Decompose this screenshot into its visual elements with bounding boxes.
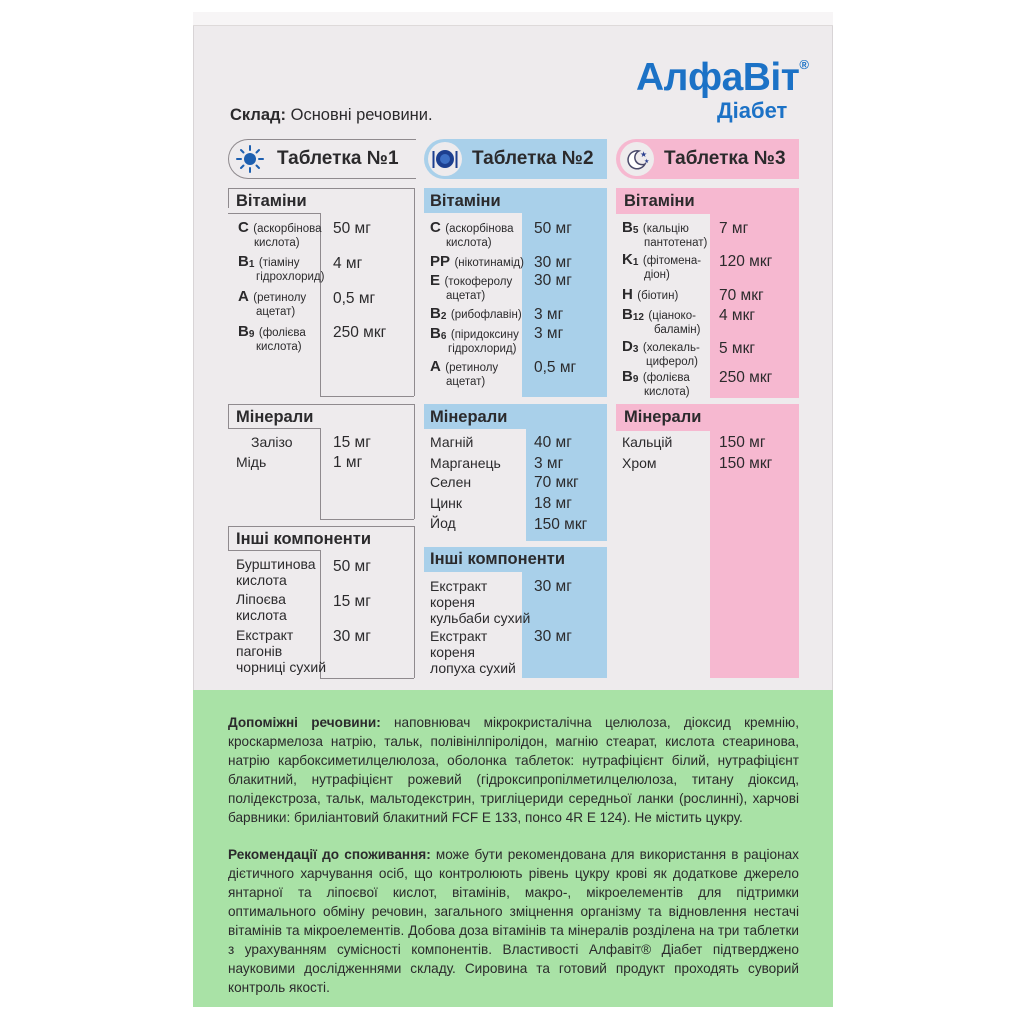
brand-name: АлфаВіт [636, 56, 800, 99]
vitamin-value: 30 мг [534, 254, 572, 271]
vitamin-value: 50 мг [333, 220, 371, 237]
vitamin-value: 250 мкг [333, 324, 387, 341]
tablet-1-header [228, 139, 416, 179]
vitamin-desc-2: кислота) [254, 237, 300, 249]
tablet-3-vitamins-title: Вітаміни [624, 192, 695, 210]
component-value: 30 мг [333, 628, 371, 645]
tablet-3-header [616, 139, 799, 179]
component-value: 15 мг [333, 593, 371, 610]
svg-text:★: ★ [644, 158, 650, 165]
recommendations-text: може бути рекомендована для використання в раціонах дієтичного харчування осіб, що контролюють рівень цукру крові як додаткове джерело янтарної та ліпоєвої кислот, вітамінів, макро-, мікроелементів для підтримки оптимального обміну речовин, загального зміцнення організму та відновлення нестачі вітамінів та мікроелементів. Добова доза вітамінів та мінералів розділена на три таблетки з урахуванням сумісності компонентів. Властивості Алфавіт® Діабет підтверджено науковими дослідженнями складу. Сировина та готовий продукт проходять суворий контроль якості. [228, 847, 799, 995]
package-flap [193, 12, 833, 26]
mineral-name: Хром [622, 455, 657, 471]
vitamin-value: 7 мг [719, 220, 749, 237]
brand-logo [636, 56, 809, 123]
tablet-2-other-title: Інші компоненти [430, 550, 565, 568]
list-item: H (біотин) [622, 286, 679, 303]
divider [228, 428, 320, 429]
vitamin-desc: (тіаміну [258, 257, 300, 269]
vitamin-name: A [238, 288, 249, 305]
vitamin-desc-2: кислота) [256, 341, 302, 353]
composition-text: Основні речовини. [290, 106, 433, 124]
mineral-name: Магній [430, 434, 474, 450]
vitamin-desc: (аскорбінова [253, 223, 322, 235]
list-item: Екстракт кореня кульбаби сухий [430, 578, 531, 626]
mineral-name: Залізо [251, 434, 293, 450]
divider [228, 526, 414, 527]
list-item: $B_9$ (фолієва кислота) [622, 368, 690, 398]
vitamin-value: 0,5 мг [333, 290, 376, 307]
divider [228, 404, 414, 405]
vitamin-value: 4 мг [333, 255, 363, 272]
vitamin-value: 4 мкг [719, 307, 756, 324]
tablet-3-minerals-title: Мінерали [624, 408, 702, 426]
component-value: 30 мг [534, 578, 572, 595]
list-item: C (аскорбінова кислота) [430, 219, 514, 249]
tablet-3-title: Таблетка №3 [664, 148, 786, 169]
vitamin-desc: (ретинолу [253, 292, 307, 304]
vitamin-value: 3 мг [534, 306, 564, 323]
divider [228, 550, 320, 551]
mineral-name: Мідь [236, 454, 267, 470]
tablet-2-vitamins-title: Вітаміни [430, 192, 501, 210]
divider [414, 188, 415, 396]
tablet-1-other-title: Інші компоненти [236, 530, 371, 548]
moon-stars-icon [620, 142, 654, 176]
vitamin-desc-2: гідрохлорид) [256, 271, 325, 283]
list-item: $B_2$ (рибофлавін) [430, 305, 522, 322]
tablet-1-vitamins-title: Вітаміни [236, 192, 307, 210]
mineral-value: 150 мкг [534, 516, 588, 533]
mineral-value: 70 мкг [534, 474, 579, 491]
list-item: PP (нікотинамід) [430, 253, 524, 270]
vitamin-value: 250 мкг [719, 369, 773, 386]
recommendations-label: Рекомендації до споживання: [228, 847, 431, 862]
mineral-name: Кальцій [622, 434, 673, 450]
recommendations-paragraph [228, 845, 799, 997]
list-item: Екстракт пагонів чорниці сухий [236, 627, 327, 675]
tablet-2-title: Таблетка №2 [472, 148, 594, 169]
vitamin-value: 50 мг [534, 220, 572, 237]
mineral-value: 150 мг [719, 434, 766, 451]
component-value: 30 мг [534, 628, 572, 645]
list-item: $K_1$ (фітомена- діон) [622, 251, 702, 281]
mineral-value: 40 мг [534, 434, 572, 451]
vitamin-desc: (фолієва [258, 327, 306, 339]
divider [228, 213, 320, 214]
vitamin-name: C [238, 219, 249, 236]
mineral-name: Селен [430, 474, 472, 490]
divider [228, 188, 414, 189]
list-item: $D_3$ (холекаль- циферол) [622, 338, 700, 368]
divider [320, 519, 414, 520]
list-item: Бурштинова кислота [236, 556, 316, 588]
tablet-1-minerals-title: Мінерали [236, 408, 314, 426]
vitamin-name: $B_9$ [238, 323, 255, 340]
mineral-name: Йод [430, 515, 456, 531]
list-item: $B_6$ (піридоксину гідрохлорид) [430, 325, 519, 355]
brand-variant: Діабет [717, 98, 788, 123]
list-item: Екстракт кореня лопуха сухий [430, 628, 516, 676]
vitamin-name: $B_1$ [238, 253, 255, 270]
tablet-1-title: Таблетка №1 [277, 148, 399, 169]
mineral-value: 18 мг [534, 495, 572, 512]
list-item: E (токоферолу ацетат) [430, 272, 513, 302]
sun-icon [233, 142, 267, 176]
mineral-name: Марганець [430, 455, 501, 471]
divider [414, 526, 415, 678]
divider [320, 428, 321, 519]
svg-text:★: ★ [640, 150, 648, 159]
excipients-paragraph [228, 713, 799, 827]
brand-reg-mark: ® [799, 57, 809, 72]
mineral-value: 3 мг [534, 455, 564, 472]
list-item: Ліпоєва кислота [236, 591, 287, 623]
divider [228, 526, 229, 550]
excipients-text: наповнювач мікрокристалічна целюлоза, діоксид кремнію, кроскармелоза натрію, тальк, полівінілпіролідон, магнію стеарат, кислота стеаринова, натрію карбоксиметилцелюлоза, оболонка таблеток: нутрафіцієнт білий, нутрафіцієнт блакитний, нутрафіцієнт рожевий (гідроксипропілметилцелюлоза, титану діоксид, полідекстроза, тальк, мальтодекстрин, тригліцериди середньої ланки (рослинні), харчові барвники: бриліантовий блакитний FCF E 133, понсо 4R E 124). Не містить цукру. [228, 715, 799, 825]
vitamin-value: 30 мг [534, 272, 572, 289]
composition-heading [230, 106, 433, 125]
component-value: 50 мг [333, 558, 371, 575]
mineral-value: 1 мг [333, 454, 363, 471]
divider [228, 404, 229, 428]
vitamin-value: 3 мг [534, 325, 564, 342]
list-item: $B_{12}$ (ціаноко- баламін) [622, 306, 701, 336]
list-item: $B_5$ (кальцію пантотенат) [622, 219, 708, 249]
vitamin-value: 70 мкг [719, 287, 764, 304]
tablet-2-header [424, 139, 607, 179]
mineral-value: 150 мкг [719, 455, 773, 472]
divider [320, 396, 414, 397]
vitamin-value: 120 мкг [719, 253, 773, 270]
divider [320, 678, 414, 679]
list-item [238, 323, 306, 354]
vitamin-desc-2: ацетат) [256, 306, 296, 318]
list-item [238, 253, 324, 284]
list-item [238, 219, 322, 250]
plate-icon [428, 142, 462, 176]
composition-label: Склад: [230, 106, 287, 124]
divider [228, 188, 229, 208]
list-item: A (ретинолу ацетат) [430, 358, 499, 388]
vitamin-value: 5 мкг [719, 340, 756, 357]
list-item [238, 288, 306, 319]
vitamin-value: 0,5 мг [534, 359, 577, 376]
tablet-2-minerals-title: Мінерали [430, 408, 508, 426]
divider [414, 404, 415, 519]
excipients-label: Допоміжні речовини: [228, 715, 381, 730]
mineral-name: Цинк [430, 495, 463, 511]
mineral-value: 15 мг [333, 434, 371, 451]
